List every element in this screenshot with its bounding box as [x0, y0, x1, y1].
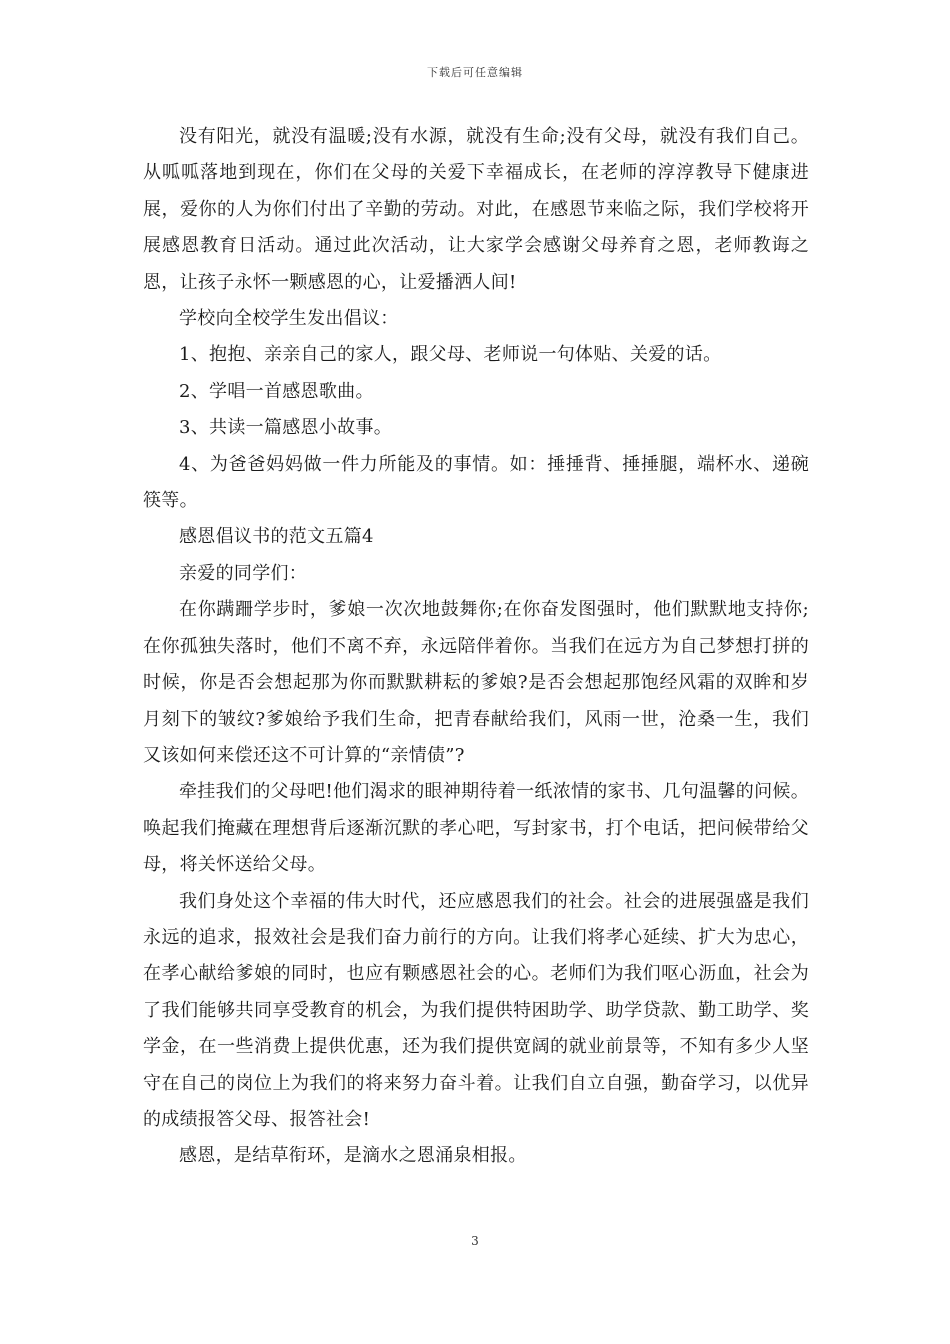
section-title: 感恩倡议书的范文五篇4: [179, 526, 374, 548]
list-item-4: 4、为爸爸妈妈做一件力所能及的事情。如：捶捶背、捶捶腿，端杯水、递碗筷等。: [143, 453, 809, 512]
paragraph-parents: 在你蹒跚学步时，爹娘一次次地鼓舞你;在你奋发图强时，他们默默地支持你;在你孤独失落时，他们不离不弃，永远陪伴着你。当我们在远方为自己梦想打拼的时候，你是否会想起那为你而默默耕耘的爹娘?是否会想起那饱经风霜的双眸和岁月刻下的皱纹?爹娘给予我们生命，把青春献给我们，风雨一世，沧桑一生，我们又该如何来偿还这不可计算的“亲情债”?: [143, 599, 809, 766]
paragraph-society: 我们身处这个幸福的伟大时代，还应感恩我们的社会。社会的进展强盛是我们永远的追求，报效社会是我们奋力前行的方向。让我们将孝心延续、扩大为忠心，在孝心献给爹娘的同时，也应有颗感恩社会的心。老师们为我们呕心沥血，社会为了我们能够共同享受教育的机会，为我们提供特困助学、助学贷款、勤工助学、奖学金，在一些消费上提供优惠，还为我们提供宽阔的就业前景等，不知有多少人坚守在自己的岗位上为我们的将来努力奋斗着。让我们自立自强，勤奋学习，以优异的成绩报答父母、报答社会!: [143, 890, 809, 1130]
page-number: 3: [471, 1234, 479, 1248]
list-item-1: 1、抱抱、亲亲自己的家人，跟父母、老师说一句体贴、关爱的话。: [179, 344, 722, 366]
list-item-2: 2、学唱一首感恩歌曲。: [179, 380, 374, 402]
paragraph-closing: 感恩，是结草衔环，是滴水之恩涌泉相报。: [179, 1145, 527, 1167]
paragraph-intro: 没有阳光，就没有温暖;没有水源，就没有生命;没有父母，就没有我们自己。从呱呱落地到现在，你们在父母的关爱下幸福成长，在老师的淳淳教导下健康进展，爱你的人为你们付出了辛勤的劳动。对此，在感恩节来临之际，我们学校将开展感恩教育日活动。通过此次活动，让大家学会感谢父母养育之恩，老师教诲之恩，让孩子永怀一颗感恩的心，让爱播洒人间!: [143, 126, 809, 293]
salutation: 亲爱的同学们：: [179, 562, 308, 584]
paragraph-proposal-lead: 学校向全校学生发出倡议：: [179, 308, 399, 330]
page-header: 下载后可任意编辑: [427, 66, 523, 79]
document-body: [143, 119, 809, 1175]
list-item-3: 3、共读一篇感恩小故事。: [179, 417, 393, 439]
paragraph-care: 牵挂我们的父母吧!他们渴求的眼神期待着一纸浓情的家书、几句温馨的问候。唤起我们掩藏在理想背后逐渐沉默的孝心吧，写封家书，打个电话，把问候带给父母，将关怀送给父母。: [143, 781, 809, 876]
